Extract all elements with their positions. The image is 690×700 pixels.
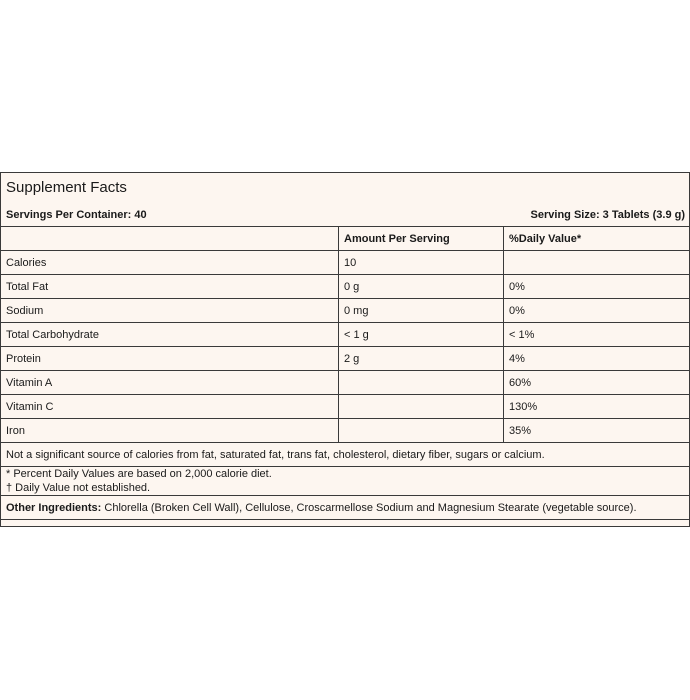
- table-row: [1, 275, 690, 299]
- nutrient-amount: < 1 g: [339, 323, 504, 347]
- table-row: [1, 323, 690, 347]
- table-header-row: [1, 227, 690, 251]
- table-row: [1, 371, 690, 395]
- nutrient-daily-value: < 1%: [504, 323, 690, 347]
- insignificant-sources-note: Not a significant source of calories from fat, saturated fat, trans fat, cholesterol, dietary fiber, sugars or calcium.: [1, 443, 690, 467]
- nutrient-name: Vitamin C: [1, 395, 339, 419]
- nutrient-name: Calories: [1, 251, 339, 275]
- footnotes-row: [1, 467, 690, 496]
- serving-size: Serving Size: 3 Tablets (3.9 g): [530, 209, 685, 221]
- nutrient-amount: [339, 371, 504, 395]
- column-header-nutrient: [1, 227, 339, 251]
- ingredients-text: Chlorella (Broken Cell Wall), Cellulose, Croscarmellose Sodium and Magnesium Stearate (vegetable source).: [101, 501, 637, 514]
- nutrient-daily-value: [504, 251, 690, 275]
- nutrient-amount: 2 g: [339, 347, 504, 371]
- nutrient-amount: 0 g: [339, 275, 504, 299]
- nutrient-daily-value: 130%: [504, 395, 690, 419]
- nutrient-amount: 0 mg: [339, 299, 504, 323]
- facts-table: [0, 226, 690, 520]
- footnotes-cell: [1, 467, 690, 496]
- nutrient-amount: [339, 395, 504, 419]
- nutrient-name: Iron: [1, 419, 339, 443]
- ingredients-cell: [1, 496, 690, 520]
- panel-title: Supplement Facts: [6, 179, 127, 196]
- nutrient-name: Protein: [1, 347, 339, 371]
- column-header-amount: Amount Per Serving: [339, 227, 504, 251]
- note-row: [1, 443, 690, 467]
- ingredients-row: [1, 496, 690, 520]
- table-row: [1, 419, 690, 443]
- supplement-facts-panel: [0, 172, 690, 527]
- nutrient-name: Total Carbohydrate: [1, 323, 339, 347]
- column-header-daily-value: %Daily Value*: [504, 227, 690, 251]
- nutrient-daily-value: 0%: [504, 275, 690, 299]
- nutrient-name: Vitamin A: [1, 371, 339, 395]
- nutrient-daily-value: 0%: [504, 299, 690, 323]
- nutrient-daily-value: 4%: [504, 347, 690, 371]
- table-row: [1, 299, 690, 323]
- ingredients-label: Other Ingredients:: [6, 501, 102, 514]
- table-row: [1, 347, 690, 371]
- servings-per-container: Servings Per Container: 40: [6, 209, 147, 221]
- table-row: [1, 395, 690, 419]
- footnote-percent-daily-value: * Percent Daily Values are based on 2,000 calorie diet.: [6, 468, 272, 480]
- nutrient-name: Sodium: [1, 299, 339, 323]
- table-row: [1, 251, 690, 275]
- nutrient-daily-value: 35%: [504, 419, 690, 443]
- nutrient-name: Total Fat: [1, 275, 339, 299]
- nutrient-amount: [339, 419, 504, 443]
- footnote-dagger: † Daily Value not established.: [6, 482, 151, 494]
- nutrient-amount: 10: [339, 251, 504, 275]
- nutrient-daily-value: 60%: [504, 371, 690, 395]
